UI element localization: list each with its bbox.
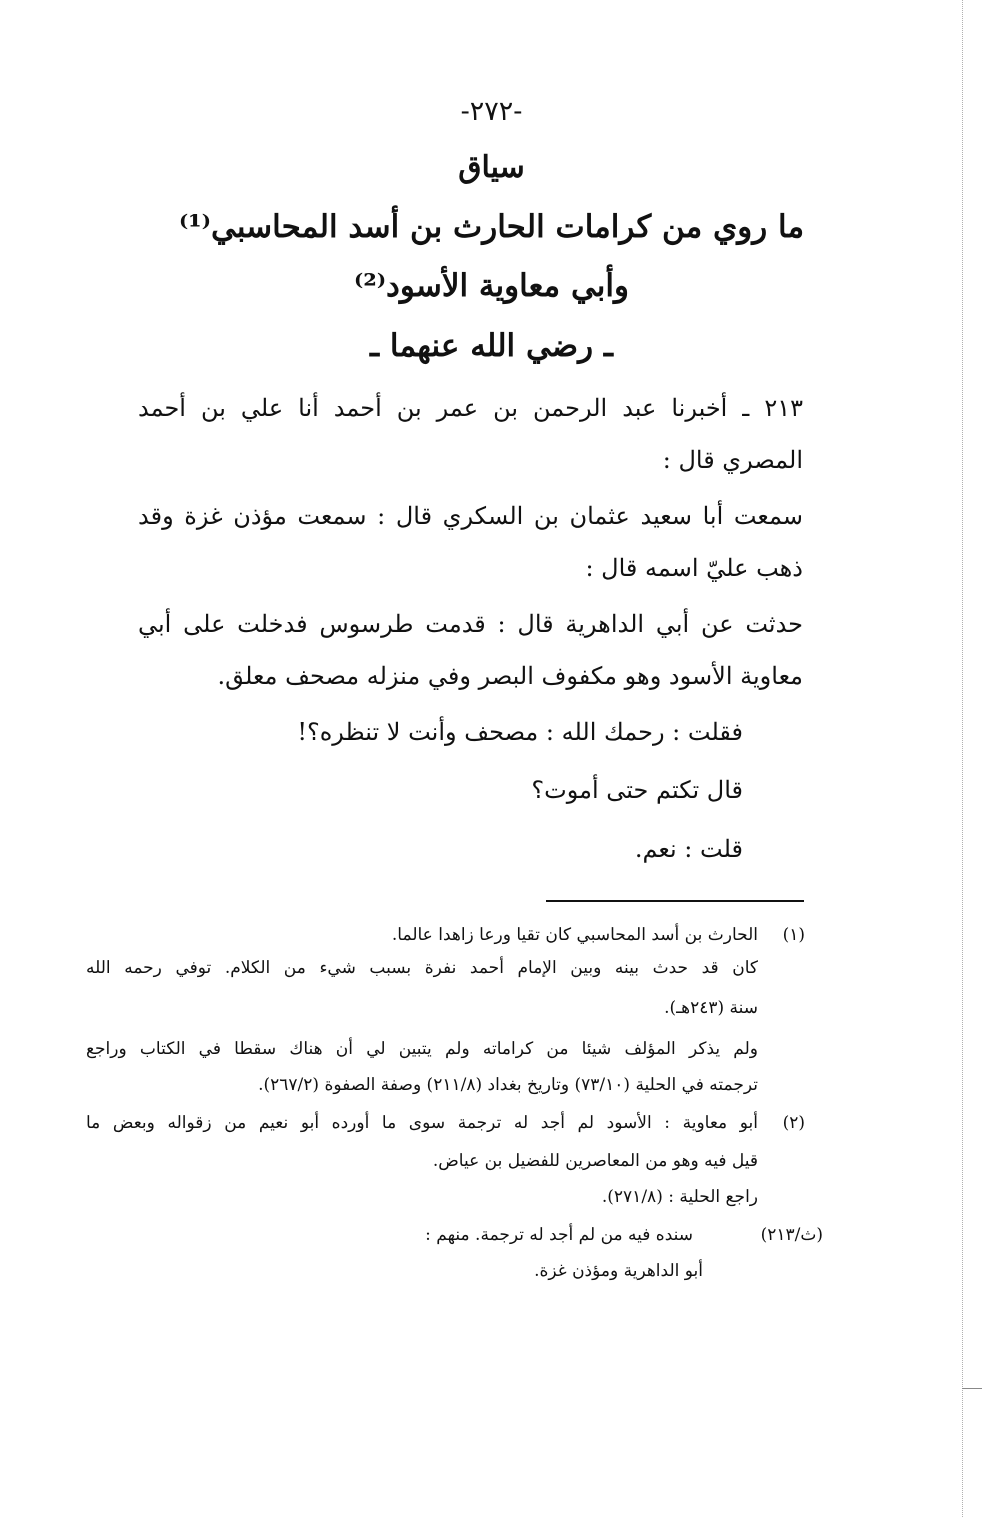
section-heading: سياق xyxy=(458,150,525,185)
body-paragraph-3: حدثت عن أبي الداهرية قال : قدمت طرسوس فدخلت على أبي معاوية الأسود وهو مكفوف البصر وفي منزله مصحف معلق. xyxy=(138,610,803,690)
dialogue-line-3: قلت : نعم. xyxy=(634,835,743,863)
footnote-1-number: (١) xyxy=(782,925,805,945)
footnote-3-line-1: سنده فيه من لم أجد له ترجمة. منهم : xyxy=(425,1225,693,1245)
body-paragraph-1: ٢١٣ ـ أخبرنا عبد الرحمن بن عمر بن أحمد أنا علي بن أحمد المصري قال : xyxy=(138,394,803,474)
footnote-3-number: (ث/٢١٣) xyxy=(760,1225,823,1245)
title-line-3: ـ رضي الله عنهما ـ xyxy=(370,328,613,364)
dialogue-line-1: فقلت : رحمك الله : مصحف وأنت لا تنظره؟! xyxy=(297,718,743,746)
footnote-1-line-1: الحارث بن أسد المحاسبي كان تقيا ورعا زاهدا عالما. xyxy=(391,925,758,945)
footnote-separator xyxy=(546,900,804,902)
footnote-2-line-1: أبو معاوية : الأسود لم أجد له ترجمة سوى ما أورده أبو نعيم من زقواله وبعض ما xyxy=(86,1113,758,1133)
page-number: -٢٧٢- xyxy=(460,96,523,127)
dialogue-line-2: قال تكتم حتى أموت؟ xyxy=(531,776,743,804)
footnote-2-line-3: راجع الحلية : (٢٧١/٨). xyxy=(601,1187,758,1207)
footnote-3-line-2: أبو الداهرية ومؤذن غزة. xyxy=(534,1261,703,1281)
footnote-2-number: (٢) xyxy=(782,1113,805,1133)
footnote-1-line-4: ولم يذكر المؤلف شيئا من كراماته ولم يتبين لي أن هناك سقطا في الكتاب وراجع xyxy=(86,1039,758,1059)
title-line-2: وأبي معاوية الأسود⁽²⁾ xyxy=(354,268,629,304)
title-line-1: ما روي من كرامات الحارث بن أسد المحاسبي⁽¹⁾ xyxy=(178,209,805,245)
scan-edge-tick xyxy=(962,1388,982,1389)
footnote-1-line-3: سنة (٢٤٣هـ). xyxy=(664,998,758,1018)
scan-edge-line xyxy=(962,0,963,1517)
footnote-1-line-5: ترجمته في الحلية (٧٣/١٠) وتاريخ بغداد (٢١١/٨) وصفة الصفوة (٢٦٧/٢). xyxy=(258,1075,758,1095)
body-paragraph-2: سمعت أبا سعيد عثمان بن السكري قال : سمعت مؤذن غزة وقد ذهب عليّ اسمه قال : xyxy=(138,502,803,582)
footnote-2-line-2: قيل فيه وهو من المعاصرين للفضيل بن عياض. xyxy=(432,1151,758,1171)
footnote-1-line-2: كان قد حدث بينه وبين الإمام أحمد نفرة بسبب شيء من الكلام. توفي رحمه الله xyxy=(86,958,758,978)
